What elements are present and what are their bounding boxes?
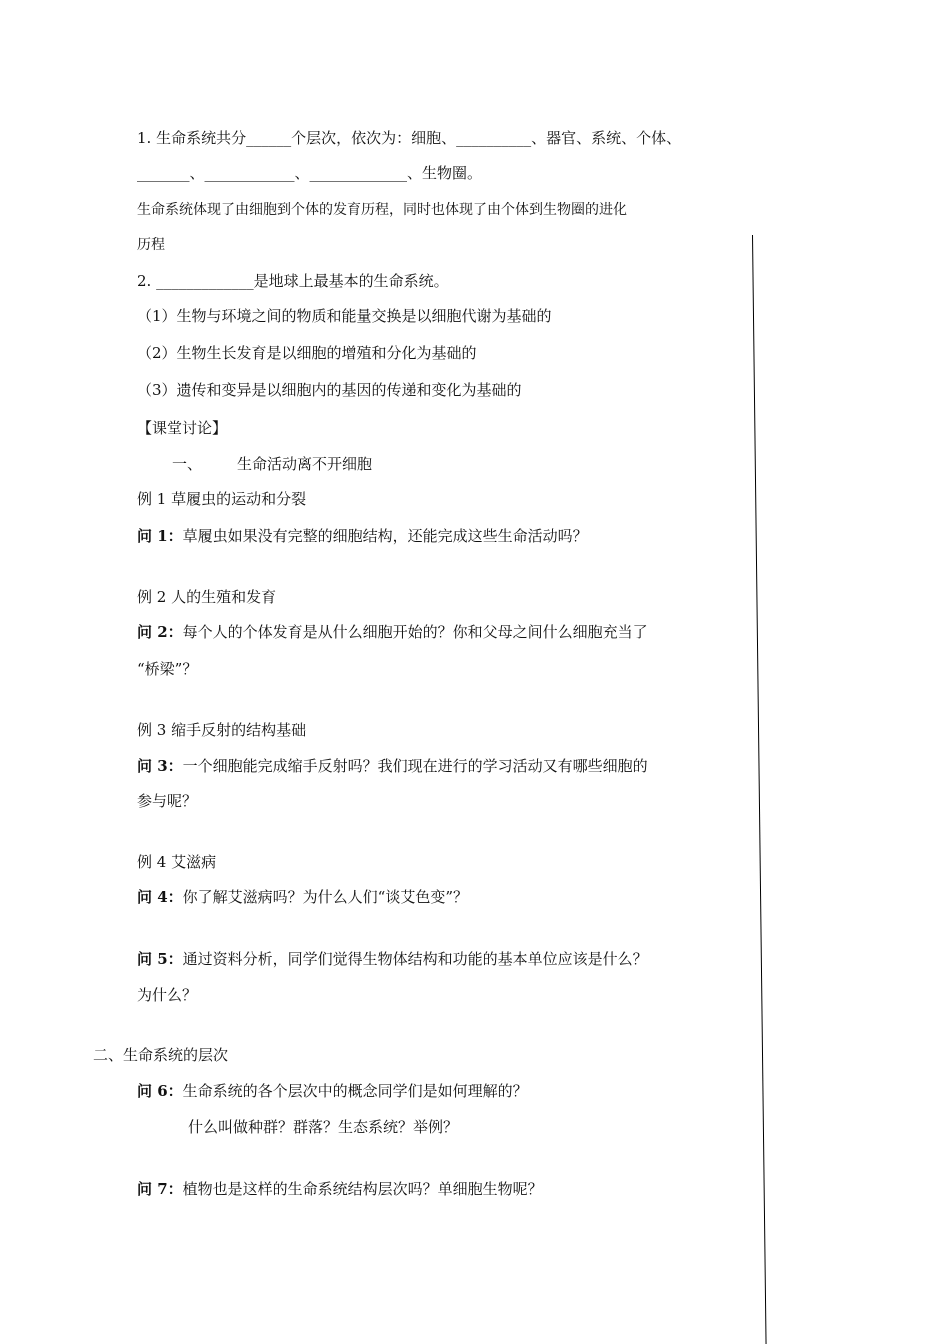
question-2-continued: “桥梁”？ <box>137 660 198 678</box>
question-5-continued: 为什么？ <box>137 986 198 1004</box>
section-2-title: 二、生命系统的层次 <box>93 1046 229 1064</box>
question-2-label: 问 2： <box>137 623 183 641</box>
question-5-text: 通过资料分析，同学们觉得生物体结构和功能的基本单位应该是什么？ <box>182 950 648 968</box>
question-4-text: 你了解艾滋病吗？为什么人们“谈艾色变”？ <box>182 888 469 906</box>
question-1-text: 草履虫如果没有完整的细胞结构，还能完成这些生命活动吗？ <box>182 527 588 545</box>
question-7-label: 问 7： <box>137 1180 183 1198</box>
question-2 <box>137 622 648 642</box>
question-5-label: 问 5： <box>137 950 183 968</box>
example-2: 例 2 人的生殖和发育 <box>137 588 277 606</box>
section-1-title: 生命活动离不开细胞 <box>237 455 373 473</box>
question-5 <box>137 949 648 969</box>
point-1: （1）生物与环境之间的物质和能量交换是以细胞代谢为基础的 <box>137 307 552 325</box>
note-line-1: 生命系统体现了由细胞到个体的发育历程，同时也体现了由个体到生物圈的进化 <box>137 202 627 218</box>
question-6 <box>137 1081 528 1101</box>
question-3 <box>137 756 648 776</box>
point-2: （2）生物生长发育是以细胞的增殖和分化为基础的 <box>137 344 477 362</box>
question-4 <box>137 887 468 907</box>
example-4: 例 4 艾滋病 <box>137 853 217 871</box>
question-6-text: 生命系统的各个层次中的概念同学们是如何理解的？ <box>182 1082 528 1100</box>
note-line-2: 历程 <box>137 237 165 253</box>
question-3-continued: 参与呢？ <box>137 792 198 810</box>
fill-in-line-2: _______、____________、_____________、生物圈。 <box>137 164 483 182</box>
point-3: （3）遗传和变异是以细胞内的基因的传递和变化为基础的 <box>137 381 522 399</box>
question-4-label: 问 4： <box>137 888 183 906</box>
question-6-continued: 什么叫做种群？群落？生态系统？举例？ <box>188 1118 459 1136</box>
question-1 <box>137 526 588 546</box>
discussion-heading: 【课堂讨论】 <box>137 419 228 437</box>
example-3: 例 3 缩手反射的结构基础 <box>137 721 307 739</box>
fill-in-line-3: 2. _____________是地球上最基本的生命系统。 <box>137 272 449 290</box>
section-1-number: 一、 <box>172 455 203 473</box>
vertical-margin-rule <box>752 235 767 1344</box>
question-3-label: 问 3： <box>137 757 183 775</box>
fill-in-line-1: 1. 生命系统共分______个层次，依次为：细胞、__________、器官、系统、个体、 <box>137 129 682 147</box>
question-3-text: 一个细胞能完成缩手反射吗？我们现在进行的学习活动又有哪些细胞的 <box>182 757 648 775</box>
question-6-label: 问 6： <box>137 1082 183 1100</box>
question-7-text: 植物也是这样的生命系统结构层次吗？单细胞生物呢？ <box>182 1180 543 1198</box>
question-1-label: 问 1： <box>137 527 183 545</box>
question-7 <box>137 1179 543 1199</box>
question-2-text: 每个人的个体发育是从什么细胞开始的？你和父母之间什么细胞充当了 <box>182 623 648 641</box>
example-1: 例 1 草履虫的运动和分裂 <box>137 490 307 508</box>
